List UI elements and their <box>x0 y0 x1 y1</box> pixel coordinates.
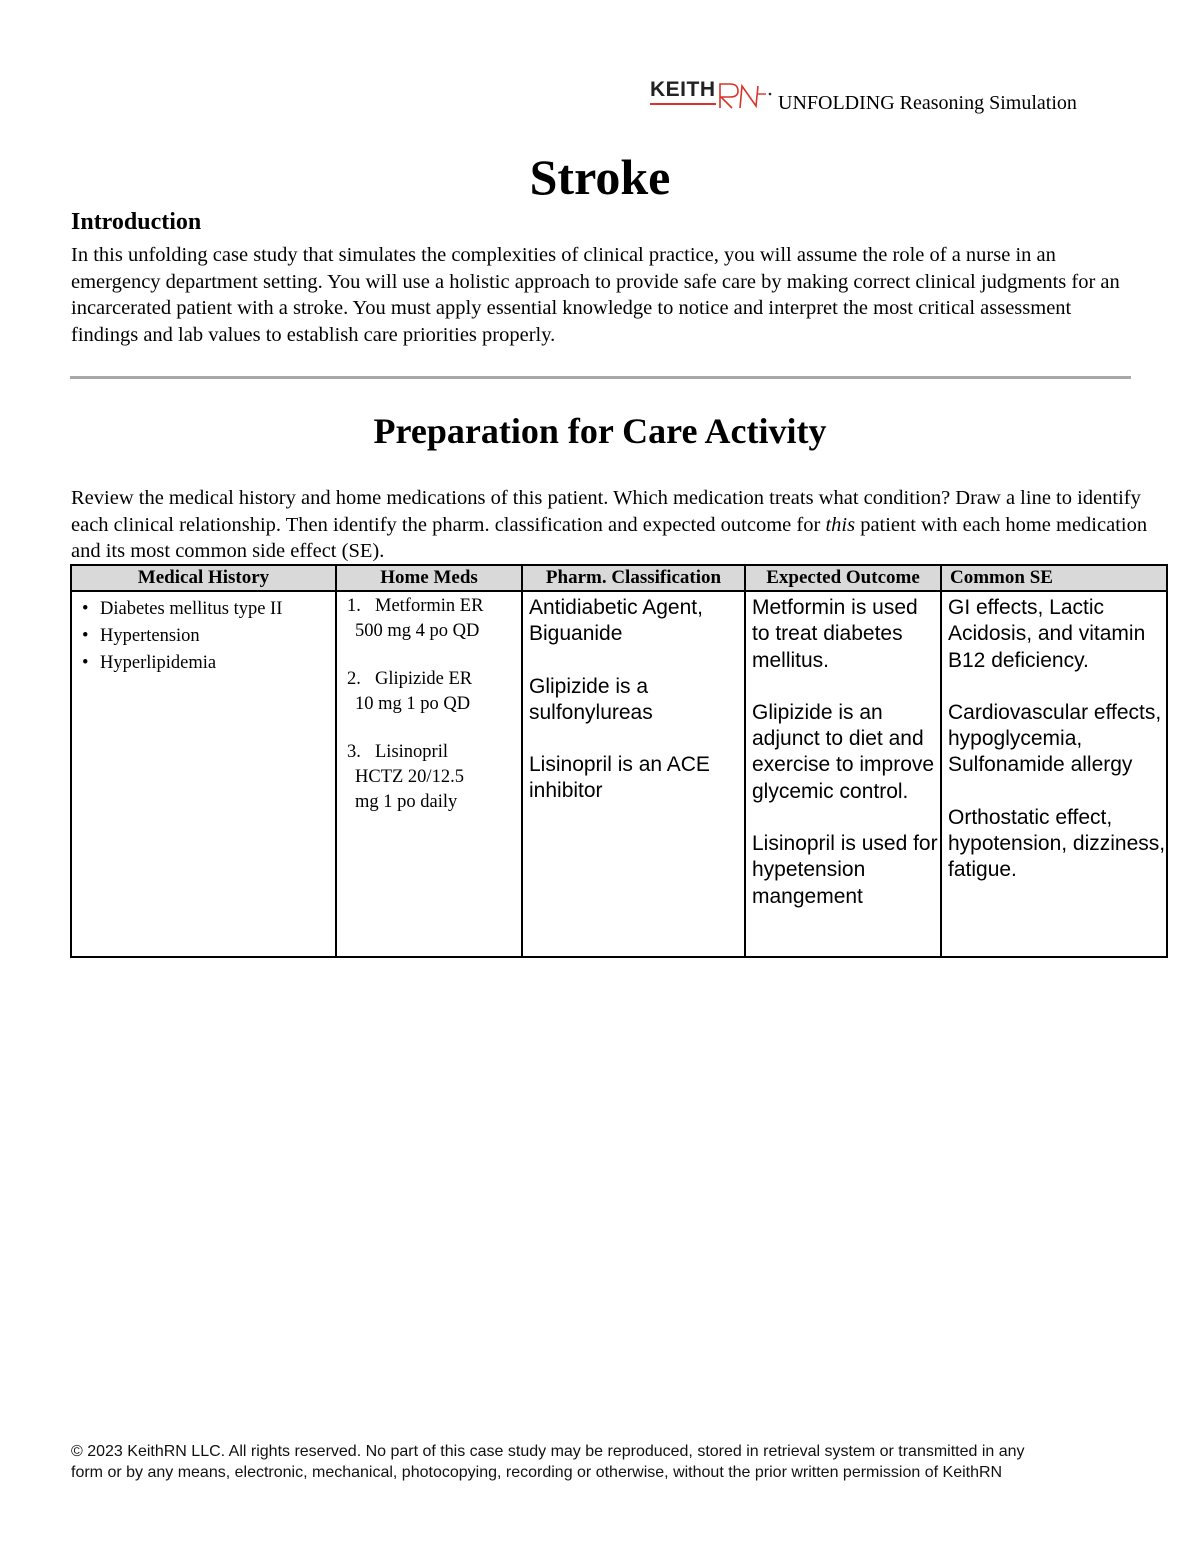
med-dose-continued: mg 1 po daily <box>355 792 458 812</box>
med-name-line <box>347 594 521 619</box>
table-header-row <box>71 565 1167 591</box>
list-item <box>78 650 335 677</box>
outcome-entry: Metformin is used to treat diabetes mellitus. <box>752 596 918 672</box>
expected-outcome-text <box>746 592 940 910</box>
bullet-icon: • <box>82 653 89 673</box>
med-number: 3. <box>347 742 361 762</box>
introduction-heading: Introduction <box>71 209 202 235</box>
page-title: Stroke <box>529 149 671 205</box>
keithrn-logo <box>648 78 776 112</box>
logo-underline <box>650 103 716 105</box>
classification-entry: Lisinopril is an ACE inhibitor <box>529 753 710 803</box>
med-name: Glipizide ER <box>375 669 473 689</box>
rn-logo-icon <box>718 80 774 110</box>
list-item <box>78 623 335 650</box>
section-title: Preparation for Care Activity <box>373 411 827 451</box>
home-meds-cell <box>336 591 522 957</box>
medical-history-cell <box>71 591 336 957</box>
med-name-line <box>347 667 521 692</box>
header-expected-outcome: Expected Outcome <box>745 565 941 591</box>
table-row <box>71 591 1167 957</box>
outcome-entry: Lisinopril is used for hypetension mangement <box>752 832 938 908</box>
list-item <box>347 594 521 644</box>
classification-entry: Antidiabetic Agent, Biguanide <box>529 596 703 646</box>
instructions-emphasis: this <box>825 513 856 536</box>
bullet-icon: • <box>82 626 89 646</box>
med-name: Metformin ER <box>375 596 484 616</box>
med-dose: 10 mg 1 po QD <box>355 694 471 714</box>
common-se-cell <box>941 591 1167 957</box>
classification-entry: Glipizide is a sulfonylureas <box>529 674 653 724</box>
care-activity-table <box>70 564 1168 958</box>
instructions-text-2: patient with each home medication and its most common side effect (SE). <box>71 513 1148 562</box>
med-name: Lisinopril <box>375 742 448 762</box>
history-item: Diabetes mellitus type II <box>100 599 283 619</box>
history-item: Hyperlipidemia <box>100 653 217 673</box>
list-item <box>78 596 335 623</box>
list-item <box>347 740 521 815</box>
section-divider <box>70 376 1131 379</box>
pharm-classification-cell <box>522 591 745 957</box>
home-meds-list <box>337 594 521 815</box>
list-item <box>347 667 521 717</box>
header-pharm-classification: Pharm. Classification <box>522 565 745 591</box>
header-common-se: Common SE <box>941 565 1167 591</box>
activity-instructions <box>71 485 1151 565</box>
instructions-text-1: Review the medical history and home medications of this patient. Which medication treats what condition? Draw a line to identify each clinical relationship. Then identify the pharm. classification and expected outcome for <box>71 487 1141 536</box>
header-medical-history: Medical History <box>71 565 336 591</box>
med-name-line <box>347 740 521 765</box>
pharm-classification-text <box>523 592 744 805</box>
brand-subtitle: UNFOLDING Reasoning Simulation <box>778 92 1077 114</box>
header-home-meds: Home Meds <box>336 565 522 591</box>
med-number: 1. <box>347 596 361 616</box>
footer-line-2: form or by any means, electronic, mechanical, photocopying, recording or otherwise, without the prior written permission of KeithRN <box>71 1464 1003 1481</box>
footer-line-1: © 2023 KeithRN LLC. All rights reserved. No part of this case study may be reproduced, stored in retrieval system or transmitted in any <box>71 1443 1025 1460</box>
common-se-text <box>942 592 1166 884</box>
med-dose: HCTZ 20/12.5 <box>355 767 464 787</box>
bullet-icon: • <box>82 599 89 619</box>
history-item: Hypertension <box>100 626 200 646</box>
med-dose: 500 mg 4 po QD <box>355 621 480 641</box>
outcome-entry: Glipizide is an adjunct to diet and exercise to improve glycemic control. <box>752 700 935 803</box>
copyright-footer <box>71 1441 1161 1483</box>
introduction-body: In this unfolding case study that simulates the complexities of clinical practice, you will assume the role of a nurse in an emergency department setting. You will use a holistic approach to provide safe care by making correct clinical judgments for an incarcerated patient with a stroke. You must apply essential knowledge to notice and interpret the most critical assessment findings and lab values to establish care priorities properly. <box>71 244 1120 346</box>
side-effect-entry: Cardiovascular effects, hypoglycemia, Sulfonamide allergy <box>948 700 1162 777</box>
side-effect-entry: GI effects, Lactic Acidosis, and vitamin B12 deficiency. <box>948 596 1146 672</box>
medical-history-list <box>72 596 335 677</box>
side-effect-entry: Orthostatic effect, hypotension, dizziness, fatigue. <box>948 805 1166 882</box>
med-number: 2. <box>347 669 361 689</box>
logo-text: KEITH <box>650 78 716 101</box>
brand-header <box>648 78 1138 118</box>
expected-outcome-cell <box>745 591 941 957</box>
